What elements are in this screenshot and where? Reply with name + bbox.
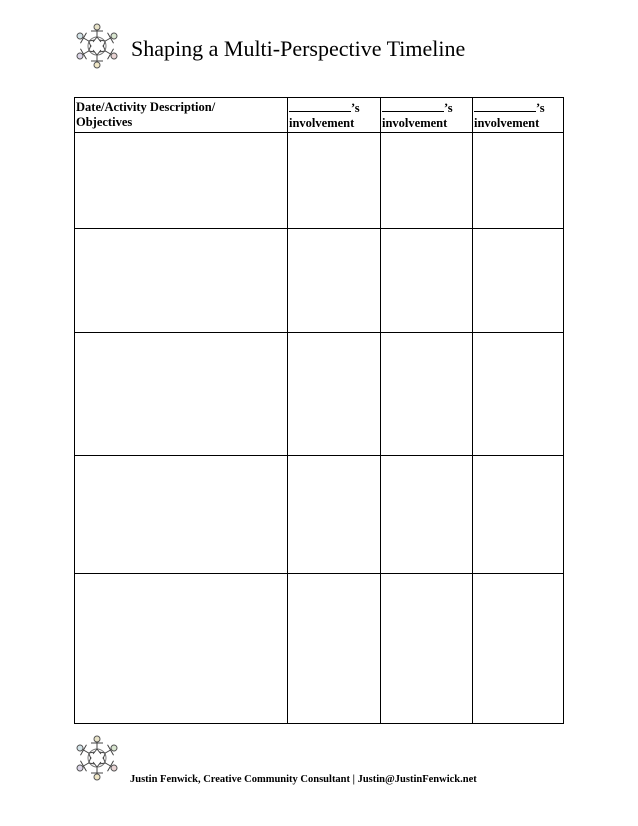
possessive-suffix: ’s xyxy=(444,101,453,115)
involvement-cell[interactable] xyxy=(381,574,473,724)
involvement-cell[interactable] xyxy=(288,229,381,333)
header-person-3-involvement xyxy=(473,98,564,133)
header-date-activity xyxy=(75,98,288,133)
involvement-label: involvement xyxy=(474,116,540,130)
header-date-activity-line1: Date/Activity Description/ xyxy=(76,100,216,114)
involvement-cell[interactable] xyxy=(473,574,564,724)
table-row xyxy=(75,333,564,456)
header-person-2-involvement xyxy=(381,98,473,133)
name-blank-line xyxy=(289,100,379,116)
activity-cell[interactable] xyxy=(75,574,288,724)
table-row xyxy=(75,574,564,724)
activity-cell[interactable] xyxy=(75,456,288,574)
table-row xyxy=(75,229,564,333)
involvement-cell[interactable] xyxy=(473,456,564,574)
involvement-cell[interactable] xyxy=(381,133,473,229)
activity-cell[interactable] xyxy=(75,333,288,456)
involvement-cell[interactable] xyxy=(288,133,381,229)
activity-cell[interactable] xyxy=(75,229,288,333)
activity-cell[interactable] xyxy=(75,133,288,229)
name-blank-line xyxy=(382,100,471,116)
involvement-cell[interactable] xyxy=(381,333,473,456)
involvement-label: involvement xyxy=(382,116,448,130)
involvement-cell[interactable] xyxy=(288,456,381,574)
table-row xyxy=(75,133,564,229)
involvement-cell[interactable] xyxy=(288,574,381,724)
header-date-activity-line2: Objectives xyxy=(76,115,133,129)
involvement-label: involvement xyxy=(289,116,355,130)
possessive-suffix: ’s xyxy=(536,101,545,115)
table-row xyxy=(75,456,564,574)
timeline-table xyxy=(74,97,564,724)
header-person-1-involvement xyxy=(288,98,381,133)
involvement-cell[interactable] xyxy=(473,229,564,333)
possessive-suffix: ’s xyxy=(351,101,360,115)
people-circle-logo-icon xyxy=(72,21,122,71)
involvement-cell[interactable] xyxy=(288,333,381,456)
table-header-row xyxy=(75,98,564,133)
people-circle-logo-icon xyxy=(72,733,122,783)
involvement-cell[interactable] xyxy=(473,133,564,229)
involvement-cell[interactable] xyxy=(381,456,473,574)
involvement-cell[interactable] xyxy=(473,333,564,456)
involvement-cell[interactable] xyxy=(381,229,473,333)
page-title: Shaping a Multi-Perspective Timeline xyxy=(131,36,466,61)
footer-credit: Justin Fenwick, Creative Community Consultant | Justin@JustinFenwick.net xyxy=(130,774,477,785)
name-blank-line xyxy=(474,100,562,116)
